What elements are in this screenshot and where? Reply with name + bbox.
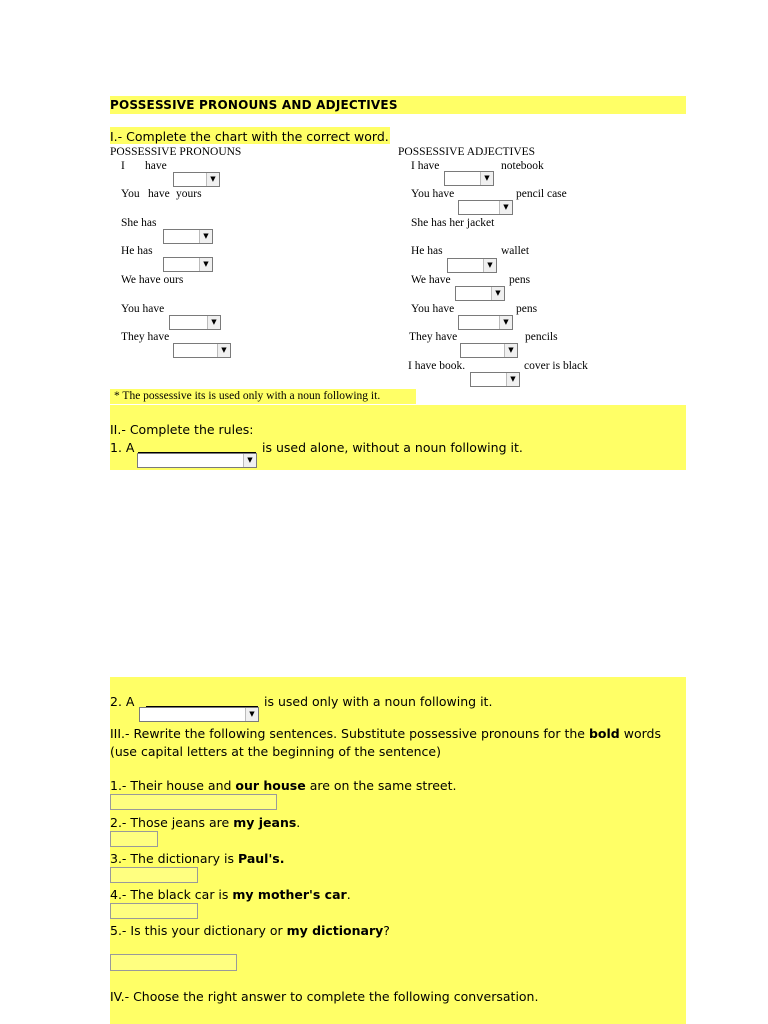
col-header-adjectives: POSSESSIVE ADJECTIVES <box>398 146 536 158</box>
rule1-prefix: 1. A <box>110 440 135 455</box>
page-title: POSSESSIVE PRONOUNS AND ADJECTIVES <box>110 98 398 112</box>
rule2-select[interactable] <box>139 707 259 722</box>
adjective-select-7[interactable] <box>460 343 518 358</box>
pronoun-select-4[interactable] <box>163 257 213 272</box>
pronoun-row-4-text: He has <box>121 245 153 257</box>
adjective-row-8-text: I have book. <box>408 360 466 372</box>
answer-input-2[interactable] <box>110 831 158 847</box>
pronoun-row-3-text: She has <box>121 217 157 229</box>
adjective-row-7-text: They have <box>409 331 458 343</box>
adjective-row-2-noun: pencil case <box>516 188 567 200</box>
col-header-pronouns: POSSESSIVE PRONOUNS <box>110 146 242 158</box>
pronoun-row-7-text: They have <box>121 331 170 343</box>
pronoun-row-2-subject: You <box>121 188 140 200</box>
adjective-row-5-text: We have <box>411 274 451 286</box>
rule1-suffix: is used alone, without a noun following it. <box>262 440 523 455</box>
adjective-row-4-text: He has <box>411 245 443 257</box>
chevron-down-icon: ▼ <box>199 258 212 271</box>
pronoun-row-2-answer: yours <box>176 188 202 200</box>
section2-heading: II.- Complete the rules: <box>110 422 254 437</box>
adjective-row-4-noun: wallet <box>501 245 530 257</box>
adjective-row-3-text: She has her jacket <box>411 217 495 229</box>
sentence-2: 2.- Those jeans are my jeans. <box>110 815 301 830</box>
chevron-down-icon: ▼ <box>206 173 219 186</box>
adjective-row-5-noun: pens <box>509 274 531 286</box>
chevron-down-icon: ▼ <box>207 316 220 329</box>
adjective-row-2-text: You have <box>411 188 455 200</box>
its-note: * The possessive its is used only with a noun following it. <box>114 390 381 402</box>
adjective-select-5[interactable] <box>455 286 505 301</box>
section1-heading: I.- Complete the chart with the correct word. <box>110 129 389 144</box>
chevron-down-icon: ▼ <box>499 201 512 214</box>
chevron-down-icon: ▼ <box>245 708 258 721</box>
adjective-row-6-text: You have <box>411 303 455 315</box>
pronoun-select-1[interactable] <box>173 172 220 187</box>
sentence-1: 1.- Their house and our house are on the same street. <box>110 778 457 793</box>
chevron-down-icon: ▼ <box>217 344 230 357</box>
pronoun-row-1-subject: I <box>121 160 125 172</box>
section3-heading-line2: (use capital letters at the beginning of the sentence) <box>110 744 441 759</box>
adjective-select-4[interactable] <box>447 258 497 273</box>
rule2-suffix: is used only with a noun following it. <box>264 694 493 709</box>
pronoun-row-5-text: We have ours <box>121 274 184 286</box>
adjective-select-1[interactable] <box>444 171 494 186</box>
pronoun-select-7[interactable] <box>173 343 231 358</box>
answer-input-5[interactable] <box>110 954 237 971</box>
sentence-4: 4.- The black car is my mother's car. <box>110 887 351 902</box>
adjective-row-1-noun: notebook <box>501 160 544 172</box>
section4-heading: IV.- Choose the right answer to complete the following conversation. <box>110 989 539 1004</box>
chevron-down-icon: ▼ <box>506 373 519 386</box>
adjective-row-1-text: I have <box>411 160 440 172</box>
chevron-down-icon: ▼ <box>504 344 517 357</box>
adjective-row-8-noun: cover is black <box>524 360 588 372</box>
pronoun-row-6-text: You have <box>121 303 165 315</box>
adjective-select-2[interactable] <box>458 200 513 215</box>
answer-input-1[interactable] <box>110 794 277 810</box>
adjective-select-8[interactable] <box>470 372 520 387</box>
answer-input-3[interactable] <box>110 867 198 883</box>
rule2-prefix: 2. A <box>110 694 135 709</box>
adjective-row-7-noun: pencils <box>525 331 558 343</box>
rule1-select[interactable] <box>137 453 257 468</box>
pronoun-row-1-verb: have <box>145 160 167 172</box>
chevron-down-icon: ▼ <box>491 287 504 300</box>
adjective-row-6-noun: pens <box>516 303 538 315</box>
chevron-down-icon: ▼ <box>243 454 256 467</box>
chevron-down-icon: ▼ <box>480 172 493 185</box>
sentence-5: 5.- Is this your dictionary or my dictionary? <box>110 923 390 938</box>
answer-input-4[interactable] <box>110 903 198 919</box>
pronoun-select-6[interactable] <box>169 315 221 330</box>
sentence-3: 3.- The dictionary is Paul's. <box>110 851 285 866</box>
chevron-down-icon: ▼ <box>199 230 212 243</box>
pronoun-select-3[interactable] <box>163 229 213 244</box>
chevron-down-icon: ▼ <box>483 259 496 272</box>
section3-heading: III.- Rewrite the following sentences. Substitute possessive pronouns for the bold words <box>110 726 661 741</box>
adjective-select-6[interactable] <box>458 315 513 330</box>
pronoun-row-2-verb: have <box>148 188 170 200</box>
chevron-down-icon: ▼ <box>499 316 512 329</box>
